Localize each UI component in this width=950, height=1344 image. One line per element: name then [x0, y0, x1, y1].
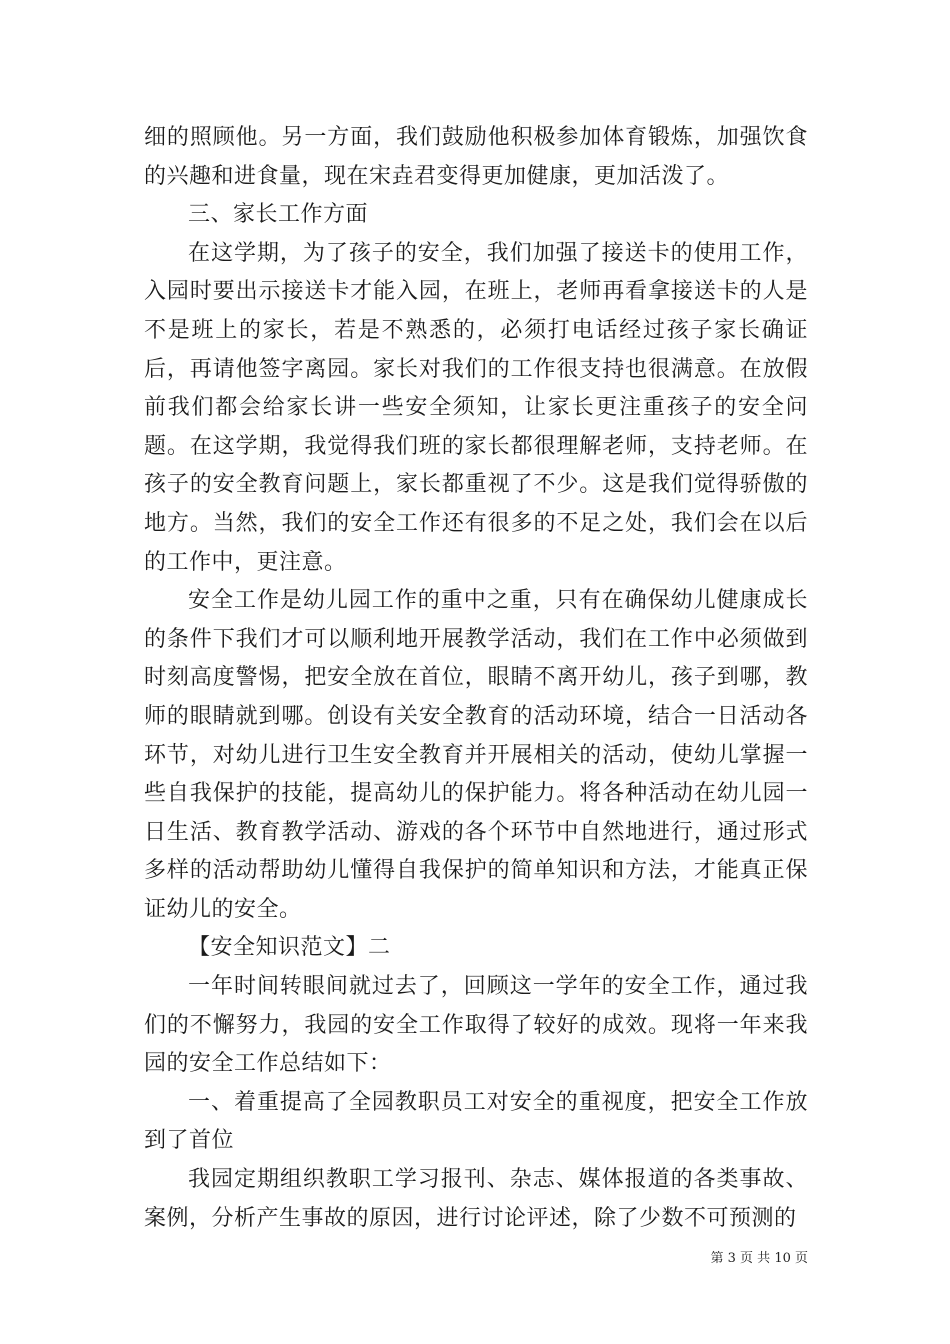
section-heading-point-one: 一、着重提高了全园教职员工对安全的重视度，把安全工作放到了首位	[144, 1089, 808, 1154]
paragraph-3: 在这学期，为了孩子的安全，我们加强了接送卡的使用工作，入园时要出示接送卡才能入园，在班上，老师再看拿接送卡的人是不是班上的家长，若是不熟悉的，必须打电话经过孩子家长确证后，再请他签字离园。家长对我们的工作很支持也很满意。在放假前我们都会给家长讲一些安全须知，让家长更注重孩子的安全问题。在这学期，我觉得我们班的家长都很理解老师，支持老师。在孩子的安全教育问题上，家长都重视了不少。这是我们觉得骄傲的地方。当然，我们的安全工作还有很多的不足之处，我们会在以后的工作中，更注意。	[144, 240, 808, 575]
paragraph-1: 细的照顾他。另一方面，我们鼓励他积极参加体育锻炼，加强饮食的兴趣和进食量，现在宋垚君变得更加健康，更加活泼了。	[144, 125, 808, 189]
paragraph-8: 我园定期组织教职工学习报刊、杂志、媒体报道的各类事故、案例，分析产生事故的原因，进行讨论评述，除了少数不可预测的	[144, 1167, 808, 1231]
paragraph-4: 安全工作是幼儿园工作的重中之重，只有在确保幼儿健康成长的条件下我们才可以顺利地开展教学活动，我们在工作中必须做到时刻高度警惕，把安全放在首位，眼睛不离开幼儿，孩子到哪，教师的眼睛就到哪。创设有关安全教育的活动环境，结合一日活动各环节，对幼儿进行卫生安全教育并开展相关的活动，使幼儿掌握一些自我保护的技能，提高幼儿的保护能力。将各种活动在幼儿园一日生活、教育教学活动、游戏的各个环节中自然地进行，通过形式多样的活动帮助幼儿懂得自我保护的简单知识和方法，才能真正保证幼儿的安全。	[144, 588, 808, 922]
section-heading-parent-work: 三、家长工作方面	[188, 202, 369, 228]
section-heading-sample-two: 【安全知识范文】二	[188, 935, 391, 961]
paragraph-6: 一年时间转眼间就过去了，回顾这一学年的安全工作，通过我们的不懈努力，我园的安全工作取得了较好的成效。现将一年来我园的安全工作总结如下：	[144, 974, 808, 1077]
page-number-footer: 第 3 页 共 10 页	[710, 1251, 808, 1266]
document-body	[144, 119, 808, 1238]
